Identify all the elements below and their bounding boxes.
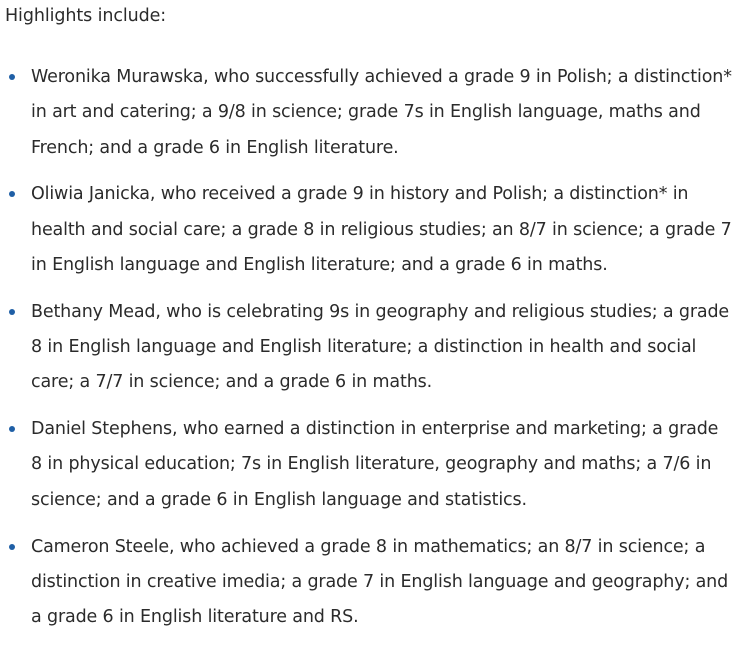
list-item xyxy=(0,177,737,283)
highlights-list xyxy=(0,60,737,647)
list-item xyxy=(0,60,737,166)
list-item xyxy=(0,412,737,518)
list-item xyxy=(0,530,737,636)
bullet-icon xyxy=(9,74,15,80)
list-item xyxy=(0,295,737,401)
bullet-icon xyxy=(9,544,15,550)
bullet-icon xyxy=(9,309,15,315)
list-item-text: Weronika Murawska, who successfully achieved a grade 9 in Polish; a distinction* in art and catering; a 9/8 in science; grade 7s in English language, maths and French; and a grade 6 in English literature. xyxy=(31,67,732,158)
list-item-text: Daniel Stephens, who earned a distinction in enterprise and marketing; a grade 8 in physical education; 7s in English literature, geography and maths; a 7/6 in science; and a grade 6 in English language and statistics. xyxy=(31,419,719,510)
list-item-text: Oliwia Janicka, who received a grade 9 in history and Polish; a distinction* in health and social care; a grade 8 in religious studies; an 8/7 in science; a grade 7 in English language and English literature; and a grade 6 in maths. xyxy=(31,184,732,275)
list-item-text: Cameron Steele, who achieved a grade 8 in mathematics; an 8/7 in science; a distinction in creative imedia; a grade 7 in English language and geography; and a grade 6 in English literature and RS. xyxy=(31,536,729,628)
bullet-icon xyxy=(9,191,15,197)
list-item-text: Bethany Mead, who is celebrating 9s in geography and religious studies; a grade 8 in English language and English literature; a distinction in health and social care; a 7/7 in science; and a grade 6 in maths. xyxy=(31,301,730,393)
intro-text: Highlights include: xyxy=(5,6,167,26)
bullet-icon xyxy=(9,426,15,432)
